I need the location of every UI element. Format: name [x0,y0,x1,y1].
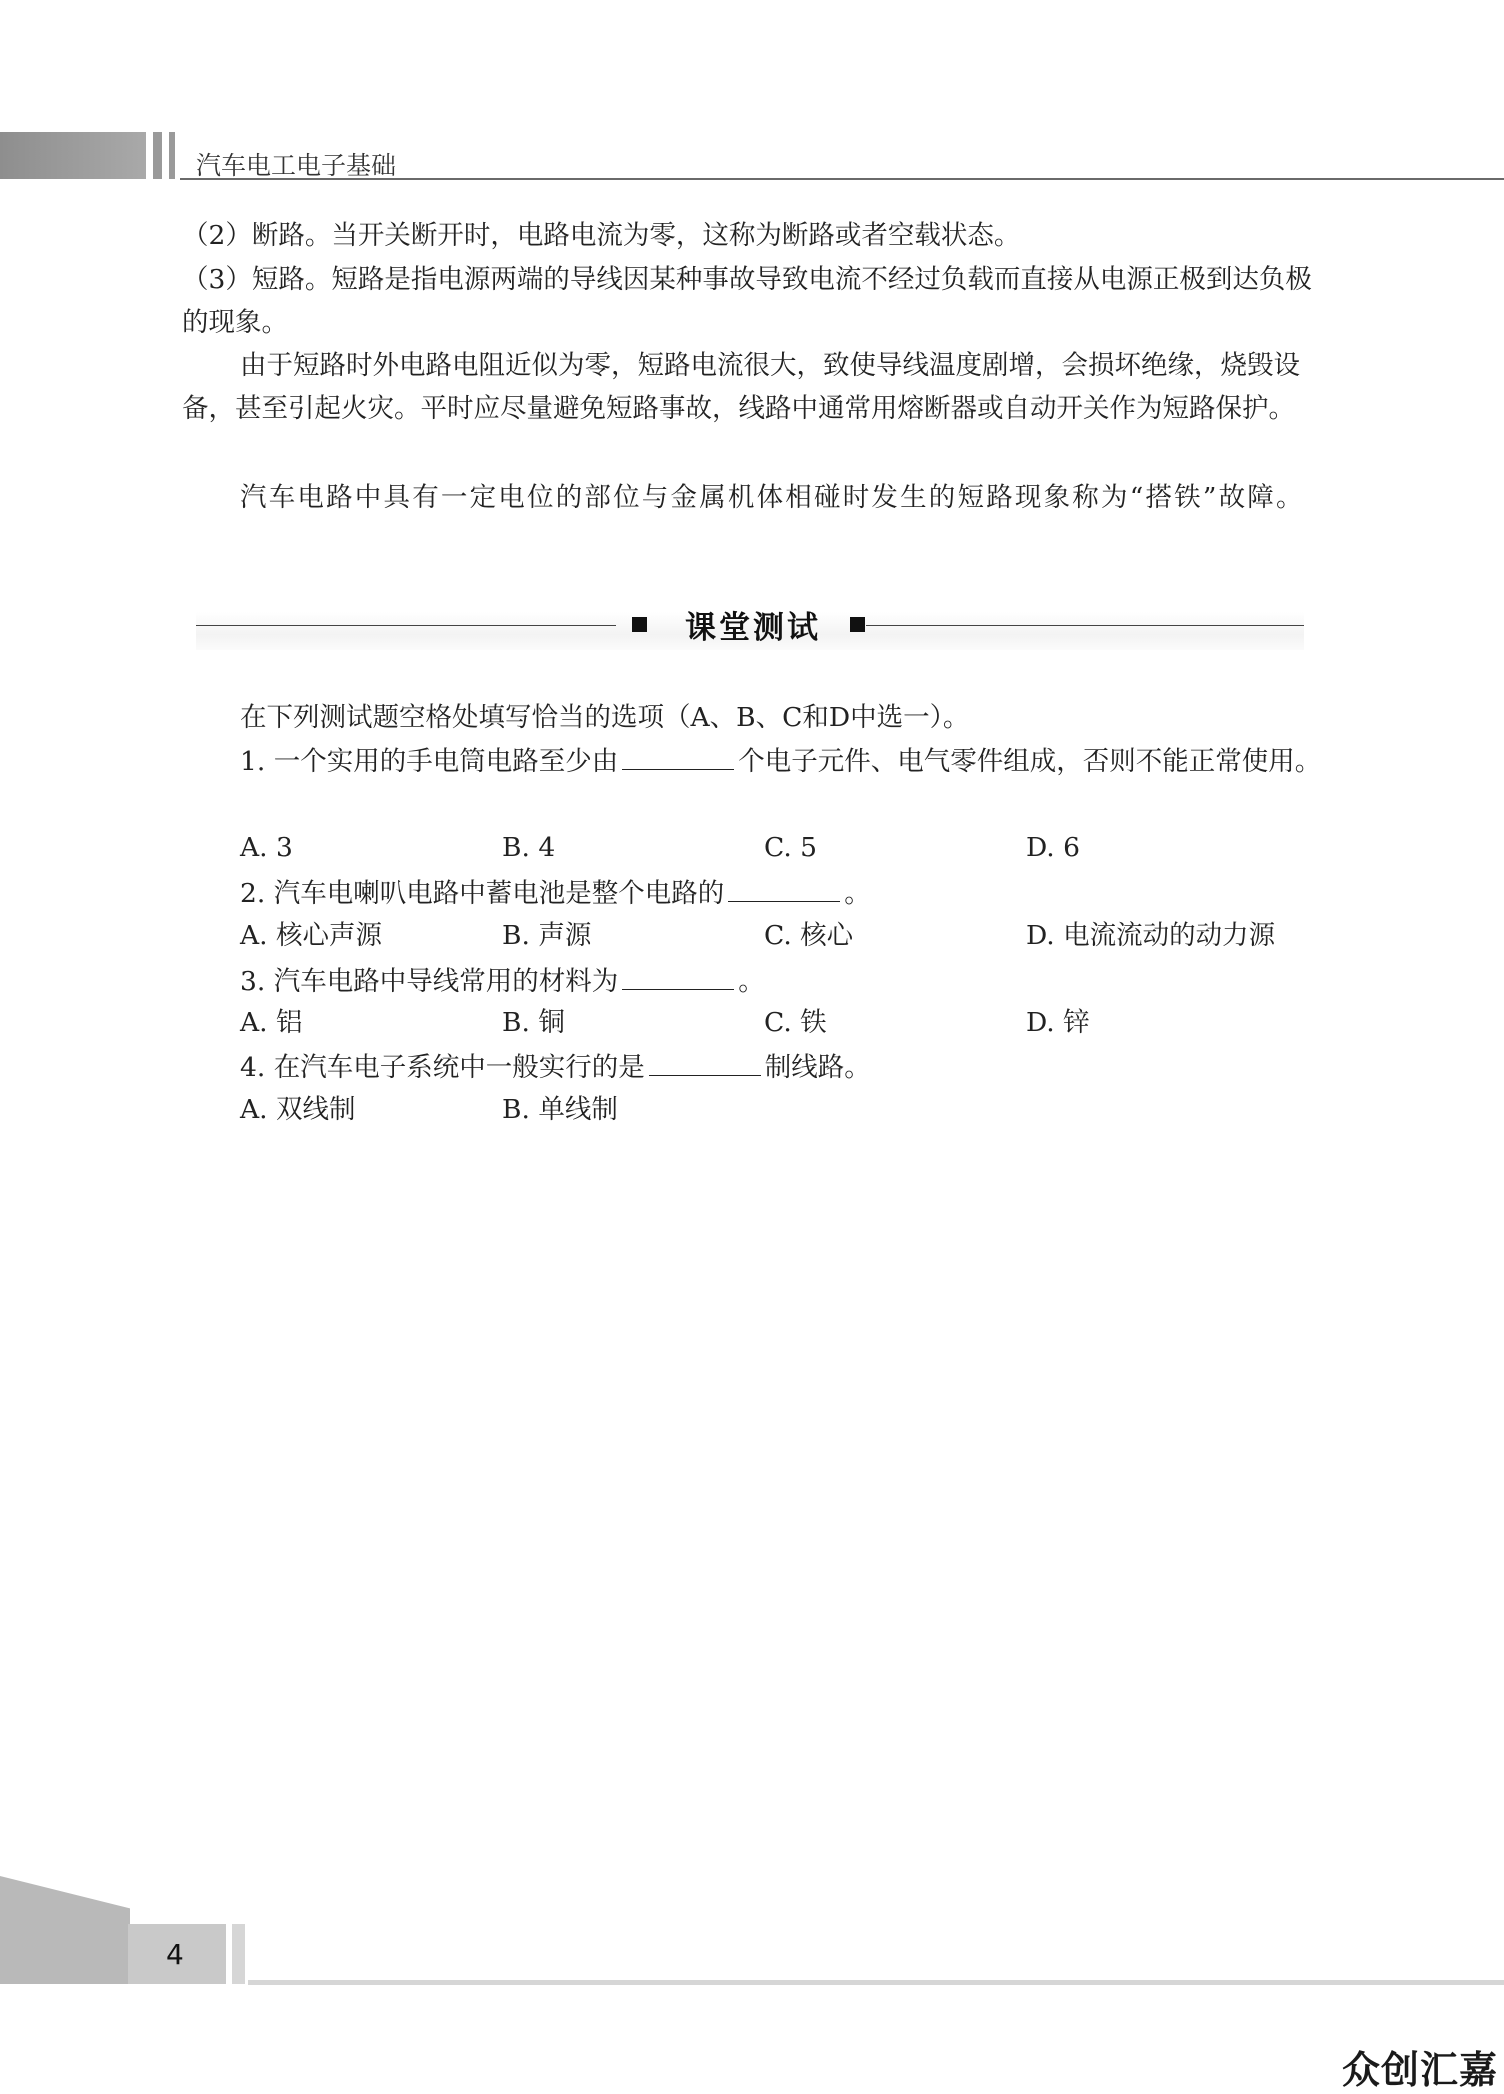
question-text-after: 个电子元件、电气零件组成，否则不能正常使用。 [738,746,1322,777]
quiz-question-3 [182,960,1322,1003]
option-a: A. 核心声源 [240,920,382,951]
watermark-logo: 众创汇嘉 [1341,2048,1498,2092]
answer-blank[interactable] [622,747,734,770]
section-square-icon [850,617,865,632]
header-decor-block [0,132,146,179]
header-decor-bar [153,132,162,179]
option-c: C. 核心 [764,920,854,951]
option-d: D. 6 [1026,832,1081,863]
answer-blank[interactable] [649,1053,761,1076]
section-rule-right [866,625,1304,626]
paragraph-short-circuit-effects [182,344,1322,430]
option-b: B. 单线制 [502,1094,618,1125]
paragraph-open-circuit [182,214,1322,257]
section-rule-left [196,625,616,626]
paragraph-text: 由于短路时外电路电阻近似为零，短路电流很大，致使导线温度剧增，会损坏绝缘，烧毁设备，甚至引起火灾。平时应尽量避免短路事故，线路中通常用熔断器或自动开关作为短路保护。 [182,350,1300,424]
header-decor-bar [169,132,175,179]
option-d: D. 锌 [1026,1007,1090,1038]
option-a: A. 双线制 [240,1094,356,1125]
quiz-question-1 [182,740,1322,783]
footer-decor-bar [232,1924,245,1984]
running-header-title: 汽车电工电子基础 [196,151,397,180]
question-text-before: 在汽车电子系统中一般实行的是 [273,1052,645,1083]
option-c: C. 5 [764,832,818,863]
page-number: 4 [166,1938,184,1971]
quiz-question-2 [182,872,1322,915]
option-b: B. 声源 [502,920,592,951]
footer-rule [248,1980,1504,1985]
question-text-after: 。 [738,966,765,997]
option-b: B. 铜 [502,1007,565,1038]
option-d: D. 电流流动的动力源 [1026,920,1276,951]
paragraph-ground-fault [182,476,1322,519]
paragraph-text: 短路。短路是指电源两端的导线因某种事故导致电流不经过负载而直接从电源正极到达负极的现象。 [182,264,1312,338]
question-text-after: 。 [844,878,871,909]
question-text-after: 制线路。 [764,1052,871,1083]
option-c: C. 铁 [764,1007,827,1038]
option-a: A. 3 [240,832,293,863]
question-text-before: 汽车电喇叭电路中蓄电池是整个电路的 [273,878,725,909]
option-a: A. 铝 [240,1007,303,1038]
option-b: B. 4 [502,832,556,863]
paragraph-text: 断路。当开关断开时，电路电流为零，这称为断路或者空载状态。 [251,220,1021,251]
paragraph-text: 汽车电路中具有一定电位的部位与金属机体相碰时发生的短路现象称为“搭铁”故障。 [240,482,1305,513]
paragraph-lead: （2） [182,220,252,251]
paragraph-short-circuit [182,258,1322,344]
question-text-before: 汽车电路中导线常用的材料为 [273,966,619,997]
question-number: 4. [240,1052,266,1083]
section-square-icon [632,617,647,632]
quiz-instruction [182,696,1322,739]
paragraph-lead: （3） [182,264,252,295]
answer-blank[interactable] [728,879,840,902]
question-number: 1. [240,746,266,777]
question-number: 2. [240,878,266,909]
section-title: 课堂测试 [685,610,821,646]
footer-decor-wedge [0,1876,130,1984]
question-text-before: 一个实用的手电筒电路至少由 [273,746,619,777]
answer-blank[interactable] [622,967,734,990]
question-number: 3. [240,966,266,997]
quiz-instruction-text: 在下列测试题空格处填写恰当的选项（A、B、C和D中选一）。 [240,702,970,733]
quiz-question-4 [182,1046,1322,1089]
